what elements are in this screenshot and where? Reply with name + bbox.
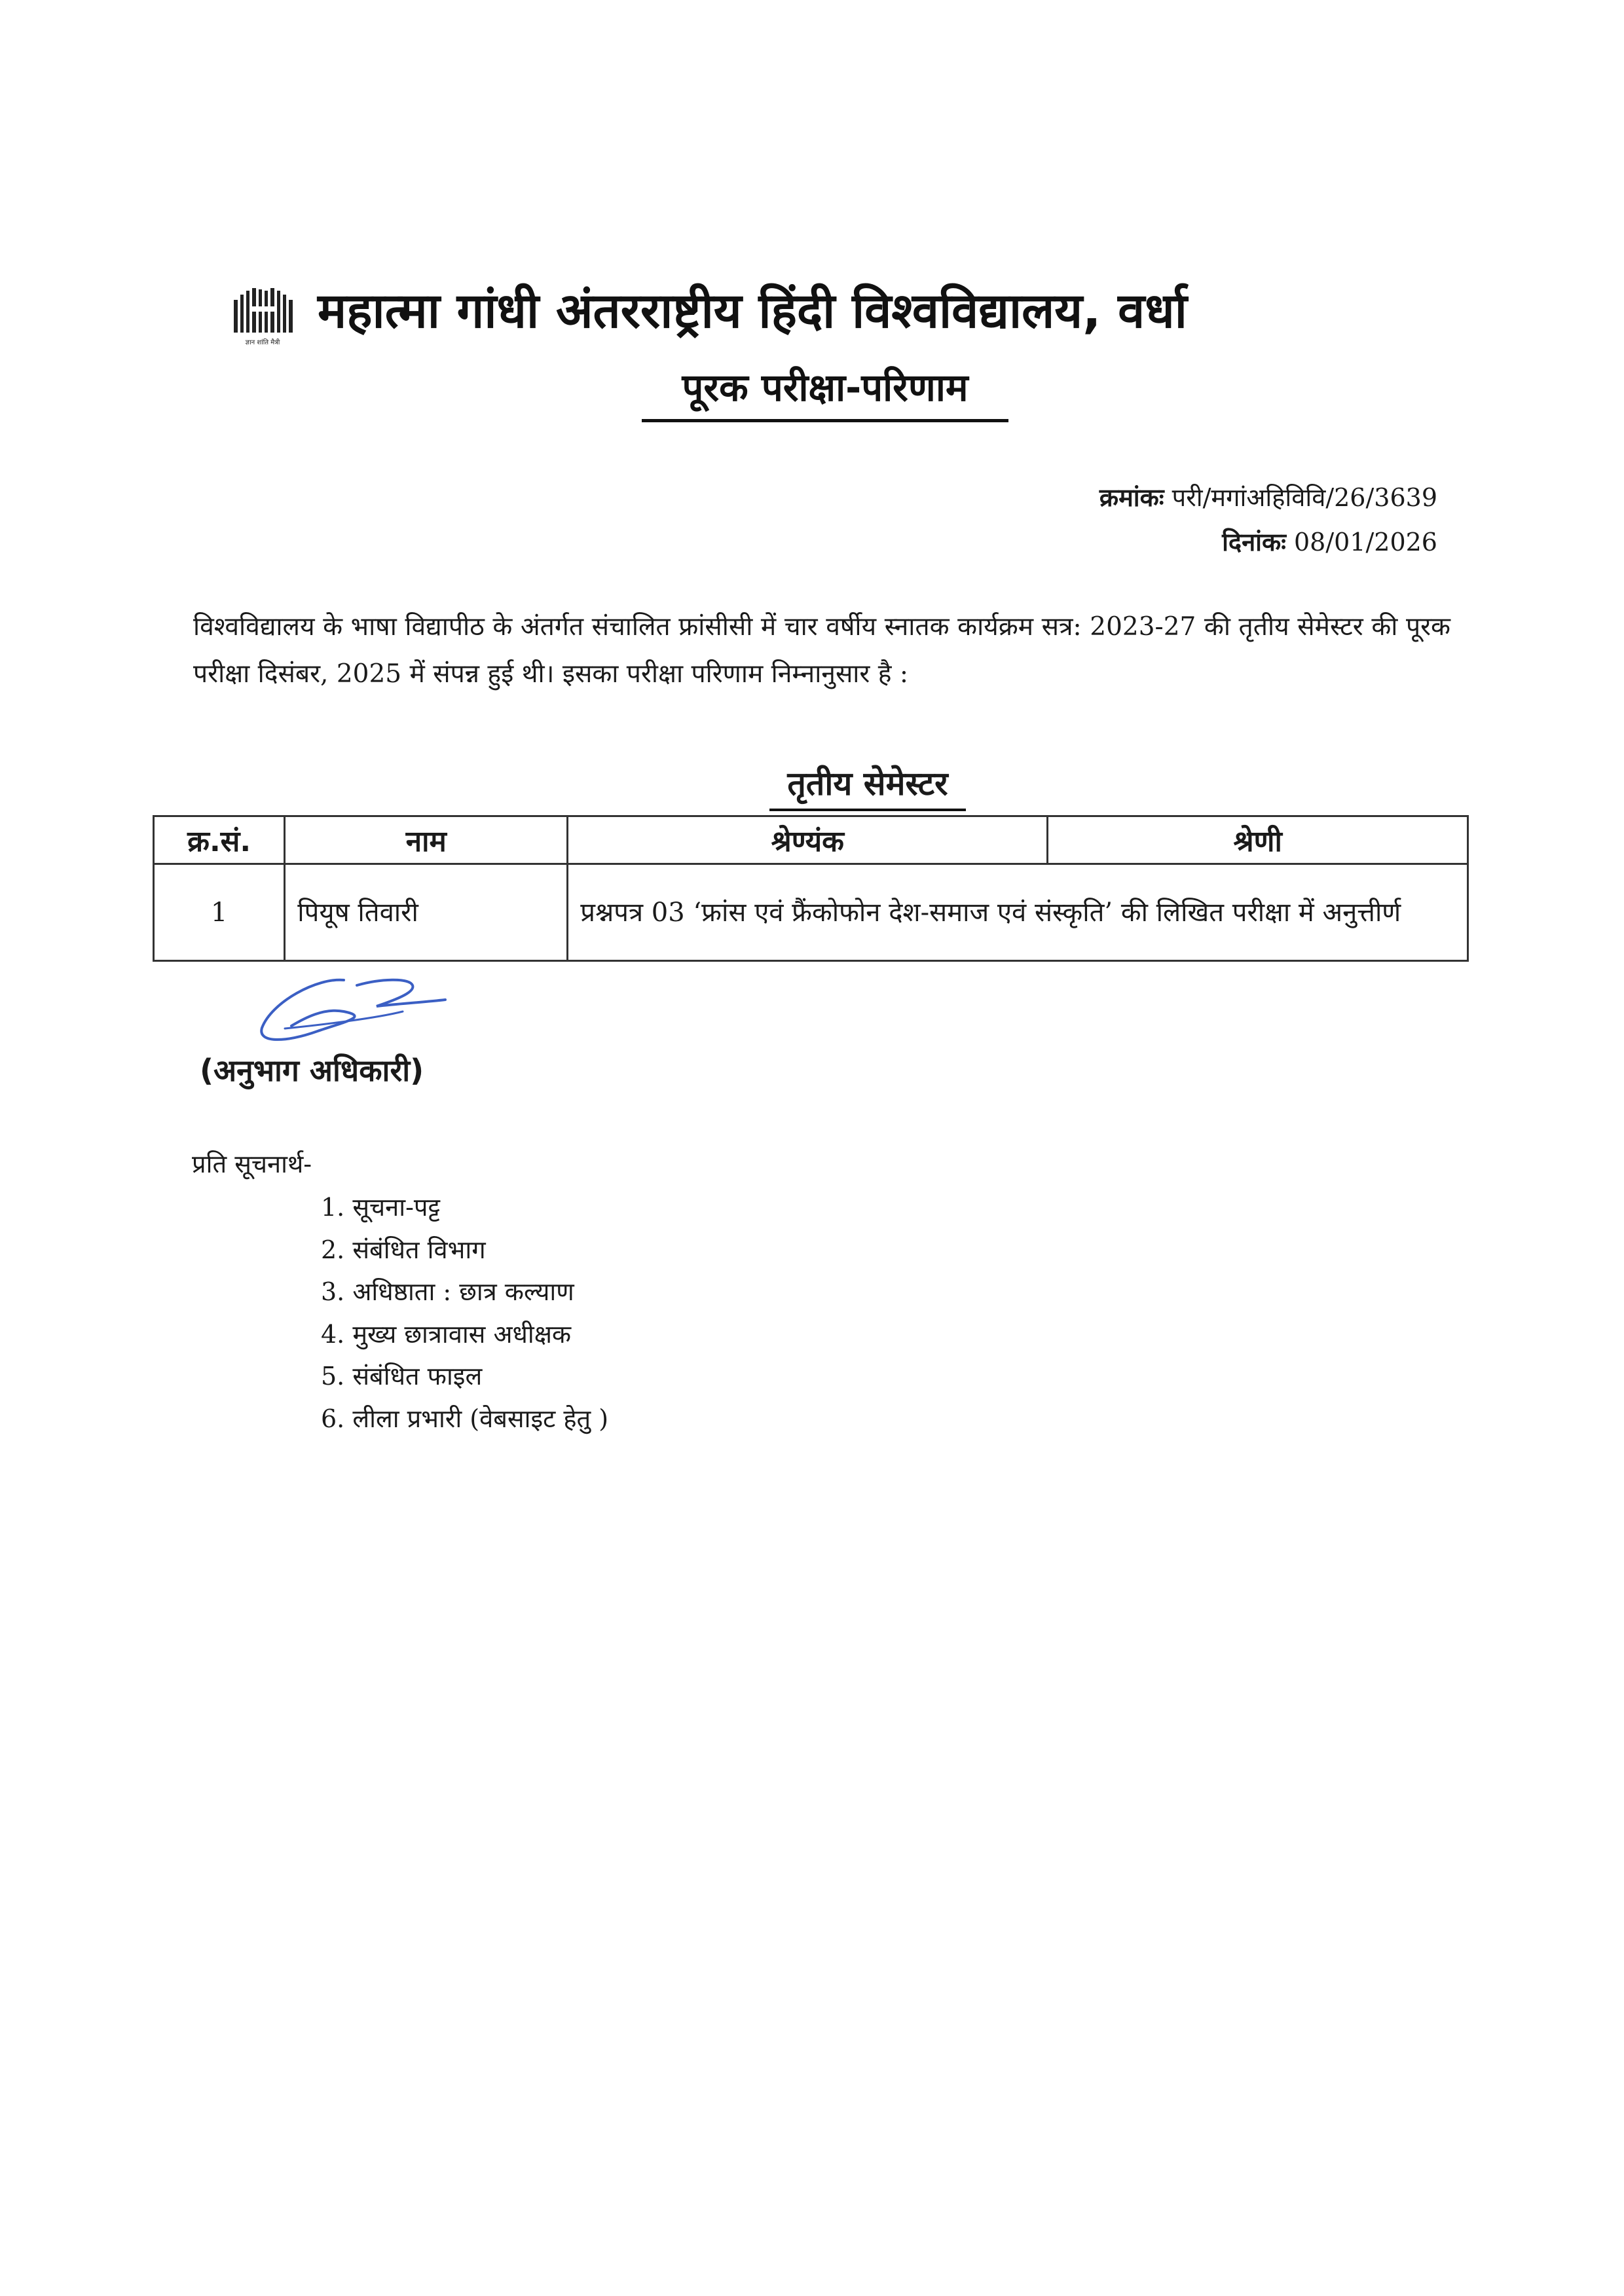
cell-sno: 1 [154, 864, 285, 961]
distribution-list [321, 1186, 608, 1440]
table-header-row [154, 816, 1468, 864]
reference-date [1222, 522, 1437, 562]
cell-name: पियूष तिवारी [285, 864, 568, 961]
university-name: महात्मा गांधी अंतरराष्ट्रीय हिंदी विश्वविद्यालय, वर्धा [318, 283, 1187, 339]
list-item: 6. लीला प्रभारी (वेबसाइट हेतु ) [321, 1404, 609, 1433]
header-sno: क्र.सं. [154, 816, 285, 864]
logo-caption: ज्ञान शांति मैत्री [245, 339, 280, 346]
list-item: 1. सूचना-पट्ट [321, 1193, 441, 1222]
cell-remark: प्रश्नपत्र 03 ‘फ्रांस एवं फ्रैंकोफोन देश-समाज एवं संस्कृति’ की लिखित परीक्षा में अनुत्तीर्ण [568, 864, 1468, 961]
reference-date-value: 08/01/2026 [1293, 528, 1437, 556]
semester-heading: तृतीय सेमेस्टर [769, 759, 966, 811]
reference-number-label: क्रमांकः [1099, 483, 1164, 512]
university-logo [232, 288, 308, 347]
header-marks: श्रेण्यंक [568, 816, 1048, 864]
list-item: 5. संबंधित फाइल [321, 1362, 483, 1391]
reference-number-value: परी/मगांअहिविवि/26/3639 [1172, 483, 1437, 512]
table-row [154, 864, 1468, 961]
header-grade: श्रेणी [1048, 816, 1468, 864]
list-item: 2. संबंधित विभाग [321, 1235, 486, 1264]
reference-number [1099, 478, 1437, 517]
results-table [153, 815, 1469, 962]
header-name: नाम [285, 816, 568, 864]
reference-date-label: दिनांकः [1222, 528, 1286, 556]
intro-paragraph: विश्वविद्यालय के भाषा विद्यापीठ के अंतर्गत संचालित फ्रांसीसी में चार वर्षीय स्नातक कार्यक्रम सत्र: 2023-27 की तृतीय सेमेस्टर की पूरक परीक्षा दिसंबर, 2025 में संपन्न हुई थी। इसका परीक्षा परिणाम निम्नानुसार है : [193, 612, 1450, 689]
list-item: 4. मुख्य छात्रावास अधीक्षक [321, 1319, 572, 1349]
copy-to-label: प्रति सूचनार्थ- [192, 1150, 312, 1178]
document-title: पूरक परीक्षा-परिणाम [642, 357, 1008, 422]
list-item: 3. अधिष्ठाता : छात्र कल्याण [321, 1277, 574, 1306]
signatory-title: (अनुभाग अधिकारी) [200, 1053, 424, 1088]
